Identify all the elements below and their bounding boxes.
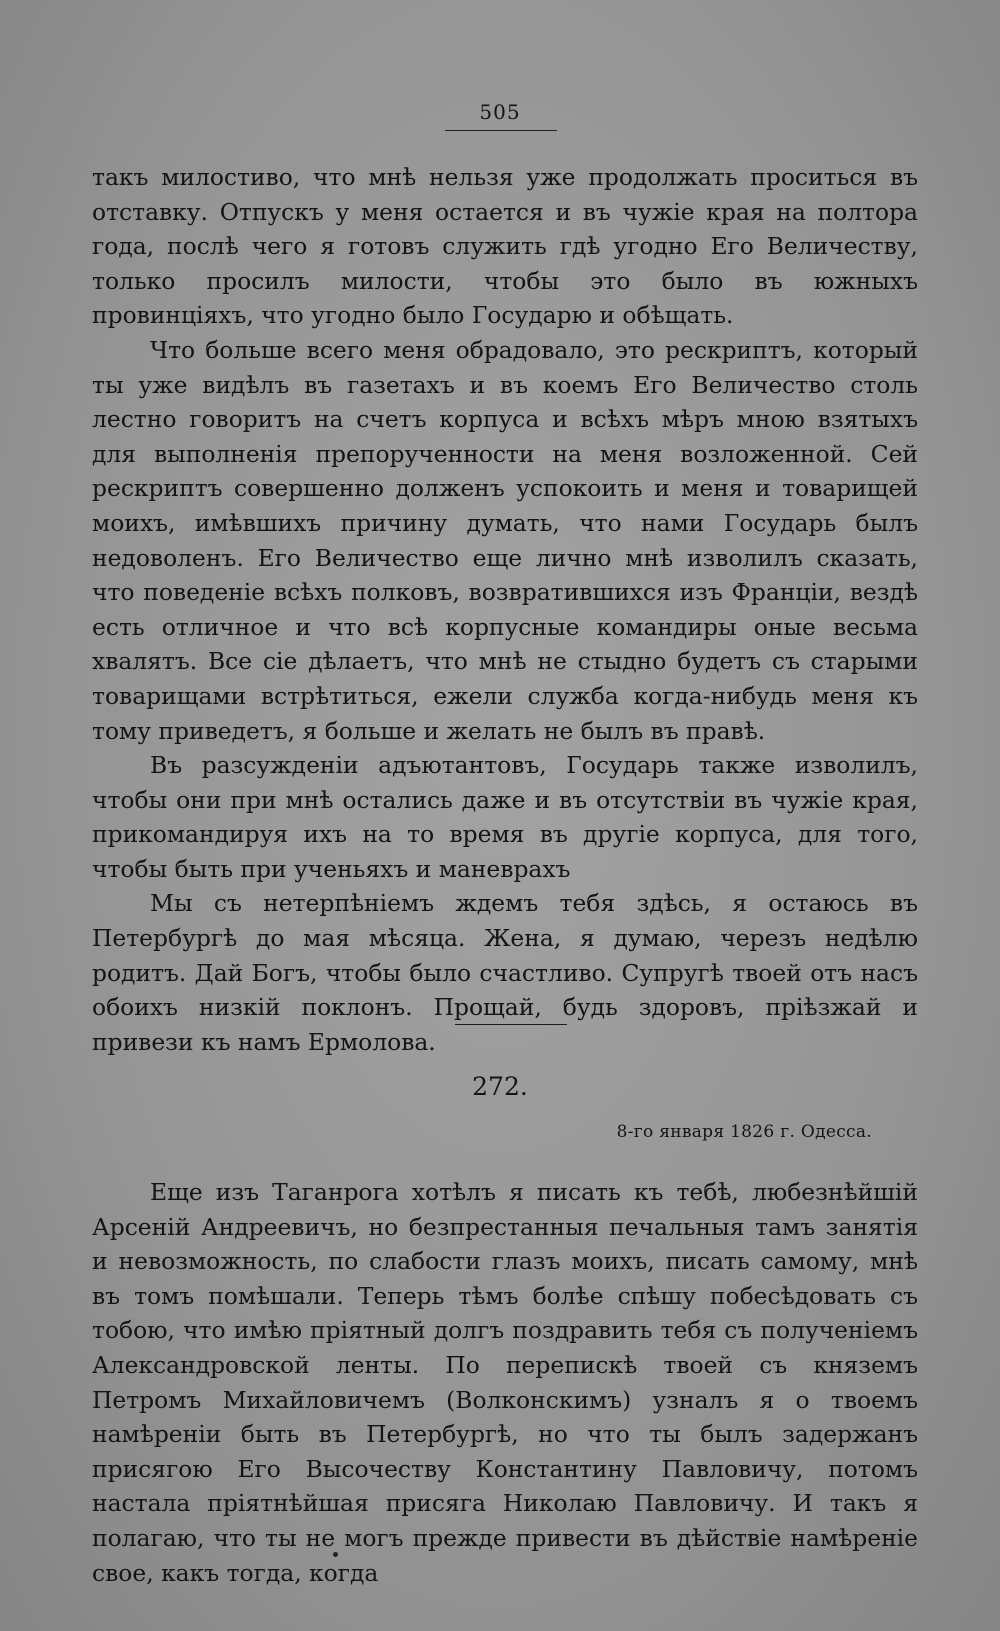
paragraph: Еще изъ Таганрога хотѣлъ я писать къ тебѣ, любезнѣйшій Арсеній Андреевичъ, но безпрестанныя печальныя тамъ занятія и невозможность, по слабости глазъ моихъ, писать самому, мнѣ въ томъ помѣшали. Теперь тѣмъ болѣе спѣшу побесѣдовать съ тобою, что имѣю пріятный долгъ поздравить тебя съ полученіемъ Александровской ленты. По перепискѣ твоей съ княземъ Петромъ Михайловичемъ (Волконскимъ) узналъ я о твоемъ намѣреніи быть въ Петербургѣ, но что ты былъ задержанъ присягою Его Высочеству Константину Павловичу, потомъ настала пріятнѣйшая присяга Николаю Павловичу. И такъ я полагаю, что ты не могъ прежде привести въ дѣйствіе намѣреніе свое, какъ тогда, когда <box>92 1178 918 1587</box>
ink-speck <box>333 1552 338 1557</box>
letter-272-body <box>92 1175 918 1590</box>
paragraph: Что больше всего меня обрадовало, это рескриптъ, который ты уже видѣлъ въ газетахъ и въ коемъ Его Величество столь лестно говоритъ на счетъ корпуса и всѣхъ мѣръ мною взятыхъ для выполненія препорученности на меня возложенной. Сей рескриптъ совершенно долженъ успокоить и меня и товарищей моихъ, имѣвшихъ причину думать, что нами Государь былъ недоволенъ. Его Величество еще лично мнѣ изволилъ сказать, что поведеніе всѣхъ полковъ, возвратившихся изъ Франціи, вездѣ есть отличное и что всѣ корпусные командиры оные весьма хвалятъ. Все сіе дѣлаетъ, что мнѣ не стыдно будетъ съ старыми товарищами встрѣтиться, ежели служба когда-нибудь меня къ тому приведетъ, я больше и желать не былъ въ правѣ. <box>92 335 918 745</box>
letter-date-place: 8-го января 1826 г. Одесса. <box>616 1122 872 1142</box>
letter-number: 272. <box>472 1072 528 1101</box>
header-rule <box>445 130 557 131</box>
paragraph: Мы съ нетерпѣніемъ ждемъ тебя здѣсь, я остаюсь въ Петербургѣ до мая мѣсяца. Жена, я думаю, черезъ недѣлю родитъ. Дай Богъ, чтобы было счастливо. Супругѣ твоей отъ насъ обоихъ низкій поклонъ. Прощай, будь здоровъ, пріѣзжай и привези къ намъ Ермолова. <box>92 889 918 1056</box>
paragraph: такъ милостиво, что мнѣ нельзя уже продолжать проситься въ отставку. Отпускъ у меня остается и въ чужіе края на полтора года, послѣ чего я готовъ служить гдѣ угодно Его Величеству, только просилъ милости, чтобы это было въ южныхъ провинціяхъ, что угодно было Государю и обѣщать. <box>92 163 918 330</box>
paragraph: Въ разсужденіи адъютантовъ, Государь также изволилъ, чтобы они при мнѣ остались даже и въ отсутствіи въ чужіе края, прикомандируя ихъ на то время въ другіе корпуса, для того, чтобы быть при ученьяхъ и маневрахъ <box>92 751 918 883</box>
section-divider <box>455 1024 567 1025</box>
page-number: 505 <box>479 100 521 124</box>
letter-271-continuation <box>92 160 918 1059</box>
